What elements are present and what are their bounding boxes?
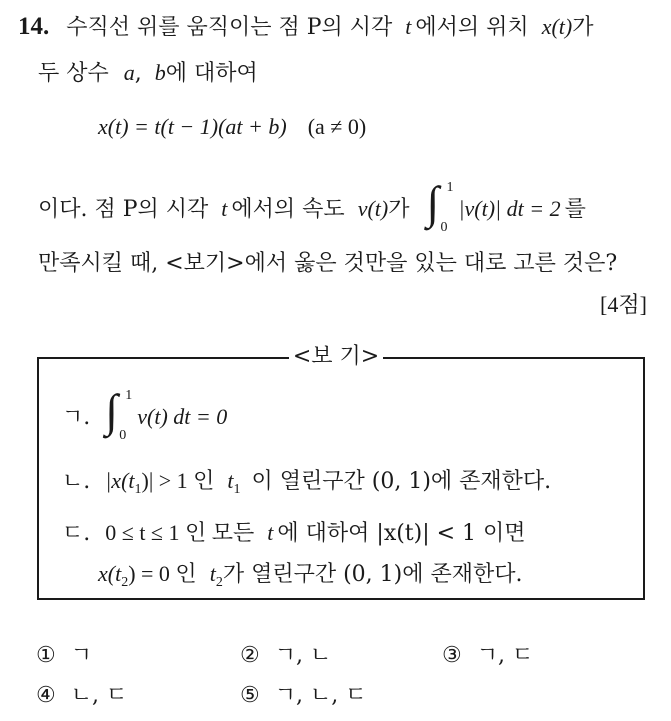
integral-sign-icon: ∫ 1 0: [426, 177, 454, 235]
subscript-1b: 1: [233, 482, 241, 497]
question-text-4: 만족시킬 때, <보기>에서 옳은 것만을 있는 대로 고른 것은?: [38, 251, 618, 276]
formula-line: [98, 114, 366, 140]
bogi-item-3-b: 에 대하여 |x(t)| < 1 이면: [277, 521, 526, 546]
bogi-item-1: [62, 385, 228, 443]
choice-3-text: ㄱ, ㄷ: [476, 643, 534, 668]
question-text-2a: 두 상수: [38, 61, 109, 86]
choice-3[interactable]: [442, 638, 533, 669]
question-line-3: [38, 177, 586, 235]
integral-upper: 1: [446, 180, 454, 195]
choice-5[interactable]: [240, 678, 366, 709]
bogi-item-3-cont: [98, 557, 522, 591]
bogi-item-3-d: ) = 0 인: [128, 561, 197, 586]
points-label: [600, 288, 647, 319]
choice-5-num: ⑤: [240, 683, 260, 708]
bogi-item-3-a: 0 ≤ t ≤ 1 인 모든: [105, 520, 255, 545]
choice-3-num: ③: [442, 643, 462, 668]
question-line-1: [18, 10, 593, 41]
bogi-item-2: [62, 464, 551, 498]
subscript-2: 2: [121, 575, 129, 590]
bogi-item-2-c: 이 열린구간 (0, 1)에 존재한다.: [251, 469, 552, 494]
choice-4-text: ㄴ, ㄷ: [70, 683, 128, 708]
question-line-2: [38, 56, 258, 87]
bogi-title: <보 기>: [289, 344, 383, 370]
bogi-item-1-text: v(t) dt = 0: [137, 404, 228, 429]
bogi-item-3: [62, 516, 526, 547]
const-a: a: [123, 60, 135, 85]
formula-condition: (a ≠ 0): [307, 114, 367, 139]
choice-1[interactable]: [36, 638, 92, 669]
question-text-3c: 가: [388, 197, 410, 222]
choice-1-num: ①: [36, 643, 56, 668]
choice-4[interactable]: [36, 678, 127, 709]
velocity-func: v(t): [357, 196, 389, 221]
points-text: [4점]: [600, 292, 647, 317]
question-number: 14.: [18, 13, 50, 40]
bogi-item-3-c: x(t: [98, 561, 122, 586]
choice-2-text: ㄱ, ㄴ: [274, 643, 332, 668]
bogi-item-2-b: )| > 1 인: [141, 468, 215, 493]
question-text-1: 수직선 위를 움직이는 점 P의 시각: [66, 15, 393, 40]
choice-5-text: ㄱ, ㄴ, ㄷ: [274, 683, 367, 708]
question-text-2b: 에 대하여: [165, 61, 258, 86]
var-t1: t: [227, 468, 234, 493]
bogi-label-2: ㄴ.: [62, 469, 91, 494]
subscript-2b: 2: [215, 575, 223, 590]
integral-sign-icon: ∫ 1 0: [105, 385, 133, 443]
position-formula: x(t) = t(t − 1)(at + b): [98, 114, 287, 139]
bogi-item-3-e: 가 열린구간 (0, 1)에 존재한다.: [222, 562, 523, 587]
question-text-3a: 이다. 점 P의 시각: [38, 197, 209, 222]
bogi-item-2-a: |x(t: [105, 468, 135, 493]
position-func: x(t): [541, 14, 573, 39]
const-b: b: [154, 60, 166, 85]
integral-body: |v(t)| dt = 2: [458, 196, 561, 221]
question-text-3b: 에서의 속도: [231, 197, 345, 222]
bogi-label-1: ㄱ.: [62, 405, 91, 430]
integral-lower: 0: [440, 220, 448, 235]
question-text-1c: 가: [572, 15, 594, 40]
subscript-1: 1: [134, 482, 142, 497]
var-t3: t: [267, 520, 274, 545]
comma: ,: [134, 61, 142, 86]
bogi-integral-upper: 1: [125, 388, 133, 403]
var-t: t: [405, 14, 412, 39]
choice-1-text: ㄱ: [70, 643, 92, 668]
question-line-4: [38, 246, 617, 277]
bogi-integral-lower: 0: [119, 428, 127, 443]
question-text-1b: 에서의 위치: [415, 15, 529, 40]
choice-2[interactable]: [240, 638, 331, 669]
choice-4-num: ④: [36, 683, 56, 708]
var-t2: t: [209, 561, 216, 586]
question-text-3d: 를: [564, 197, 586, 222]
choice-2-num: ②: [240, 643, 260, 668]
var-t-2: t: [221, 196, 228, 221]
bogi-label-3: ㄷ.: [62, 521, 91, 546]
